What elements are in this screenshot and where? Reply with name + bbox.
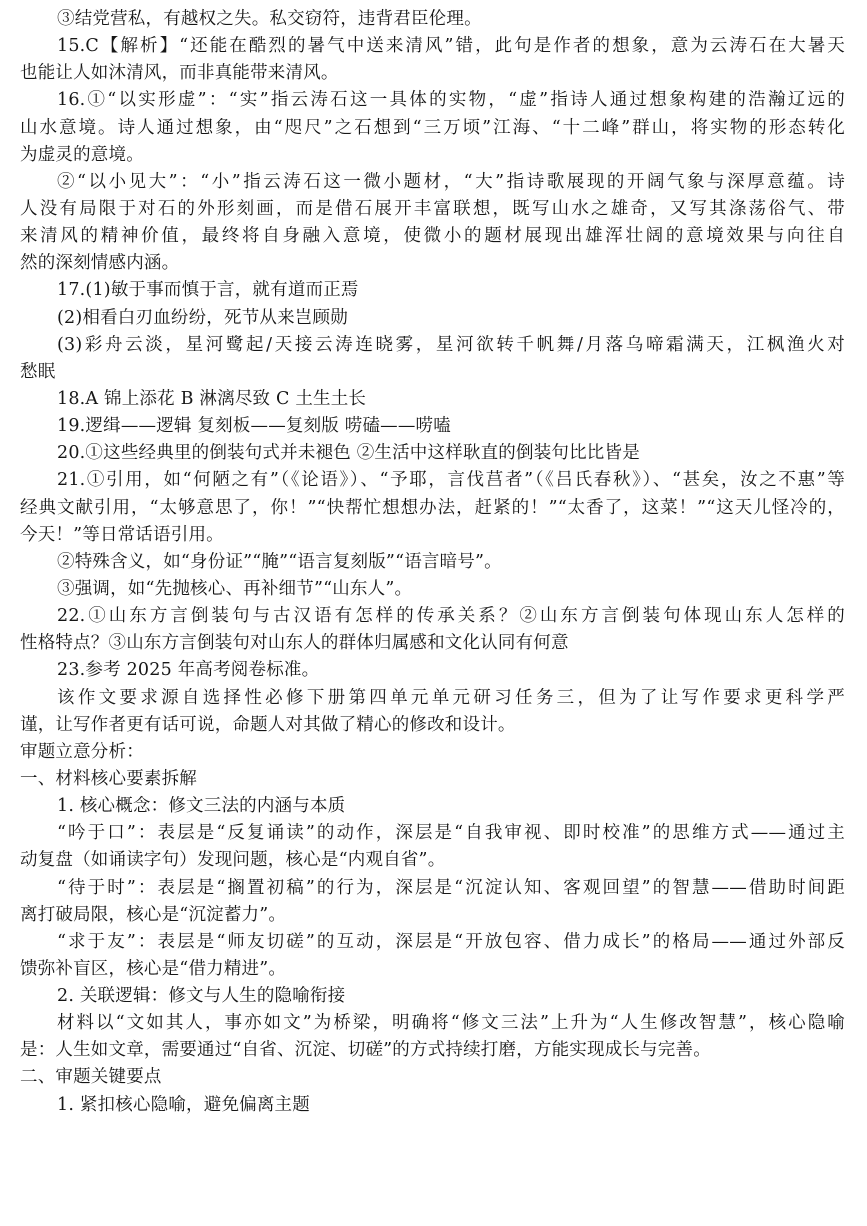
text-line: 18.A 锦上添花 B 淋漓尽致 C 土生土长 (57, 388, 367, 409)
text-line: 该作文要求源自选择性必修下册第四单元单元研习任务三，但为了让写作要求更科学严 (57, 687, 845, 708)
text-line: 性格特点？③山东方言倒装句对山东人的群体归属感和文化认同有何意 (20, 633, 569, 654)
text-line: (2)相看白刃血纷纷，死节从来岂顾勋 (57, 307, 348, 328)
text-line: 山水意境。诗人通过想象，由“咫尺”之石想到“三万顷”江海、“十二峰”群山，将实物的形态转化 (20, 117, 845, 138)
text-line: 然的深刻情感内涵。 (20, 253, 180, 274)
text-line: (3)彩舟云淡，星河鹭起/天接云涛连晓雾，星河欲转千帆舞/月落乌啼霜满天，江枫渔火对 (57, 334, 845, 355)
text-line: 21.①引用，如“何陋之有”（《论语》）、“予耶，言伐莒者”（《吕氏春秋》）、“甚矣，汝之不惠”等 (57, 470, 845, 491)
text-line: 22.①山东方言倒装句与古汉语有怎样的传承关系？②山东方言倒装句体现山东人怎样的 (57, 606, 845, 627)
text-line: 谨，让写作者更有话可说，命题人对其做了精心的修改和设计。 (20, 714, 516, 735)
text-line: ③强调，如“先抛核心、再补细节”“山东人”。 (57, 578, 413, 599)
text-line: ②“以小见大”：“小”指云涛石这一微小题材，“大”指诗歌展现的开阔气象与深厚意蕴。诗 (57, 171, 845, 192)
text-line: “求于友”：表层是“师友切磋”的互动，深层是“开放包容、借力成长”的格局——通过外部反 (57, 931, 845, 952)
text-line: 馈弥补盲区，核心是“借力精进”。 (20, 958, 287, 979)
text-line: 也能让人如沐清风，而非真能带来清风。 (20, 63, 339, 84)
text-line: 1. 核心概念：修文三法的内涵与本质 (57, 796, 346, 817)
text-line: ②特殊含义，如“身份证”“腌”“语言复刻版”“语言暗号”。 (57, 551, 502, 572)
text-line: 一、材料核心要素拆解 (20, 768, 197, 789)
text-line: 19.逻缉——逻辑 复刻板——复刻版 唠磕——唠嗑 (57, 416, 451, 437)
text-line: 经典文献引用，“太够意思了，你！”“快帮忙想想办法，赶紧的！”“太香了，这菜！”“这天儿怪冷的， (20, 497, 845, 518)
text-line: “待于时”：表层是“搁置初稿”的行为，深层是“沉淀认知、客观回望”的智慧——借助时间距 (57, 877, 845, 898)
text-line: 审题立意分析： (20, 741, 144, 762)
text-line: 20.①这些经典里的倒装句式并未褪色 ②生活中这样耿直的倒装句比比皆是 (57, 443, 640, 464)
text-line: 来清风的精神价值，最终将自身融入意境，使微小的题材展现出雄浑壮阔的意境效果与向往自 (20, 226, 845, 247)
text-line: 23.参考 2025 年高考阅卷标准。 (57, 660, 320, 681)
text-line: 2. 关联逻辑：修文与人生的隐喻衔接 (57, 986, 346, 1007)
text-line: “吟于口”：表层是“反复诵读”的动作，深层是“自我审视、即时校准”的思维方式——通过主 (57, 823, 845, 844)
text-line: 1. 紧扣核心隐喻，避免偏离主题 (57, 1094, 310, 1115)
text-line: ③结党营私，有越权之失。私交窃符，违背君臣伦理。 (57, 9, 482, 29)
text-line: 17.(1)敏于事而慎于言，就有道而正焉 (57, 280, 359, 301)
text-line: 今天！”等日常话语引用。 (20, 524, 224, 545)
text-line: 15.C【解析】“还能在酷烈的暑气中送来清风”错，此句是作者的想象，意为云涛石在大暑天 (57, 36, 845, 57)
text-line: 离打破局限，核心是“沉淀蓄力”。 (20, 904, 287, 925)
text-line: 二、审题关键要点 (20, 1067, 162, 1088)
text-line: 16.①“以实形虚”：“实”指云涛石这一具体的实物，“虚”指诗人通过想象构建的浩瀚辽远的 (57, 90, 845, 111)
text-line: 为虚灵的意境。 (20, 144, 144, 165)
text-line: 人没有局限于对石的外形刻画，而是借石展开丰富联想，既写山水之雄奇，又写其涤荡俗气、带 (20, 198, 845, 219)
text-line: 愁眠 (20, 361, 56, 382)
text-line: 动复盘（如诵读字句）发现问题，核心是“内观自省”。 (20, 850, 446, 871)
text-line: 材料以“文如其人，事亦如文”为桥梁，明确将“修文三法”上升为“人生修改智慧”，核心隐喻 (57, 1013, 845, 1034)
text-line: 是：人生如文章，需要通过“自省、沉淀、切磋”的方式持续打磨，方能实现成长与完善。 (20, 1040, 711, 1061)
